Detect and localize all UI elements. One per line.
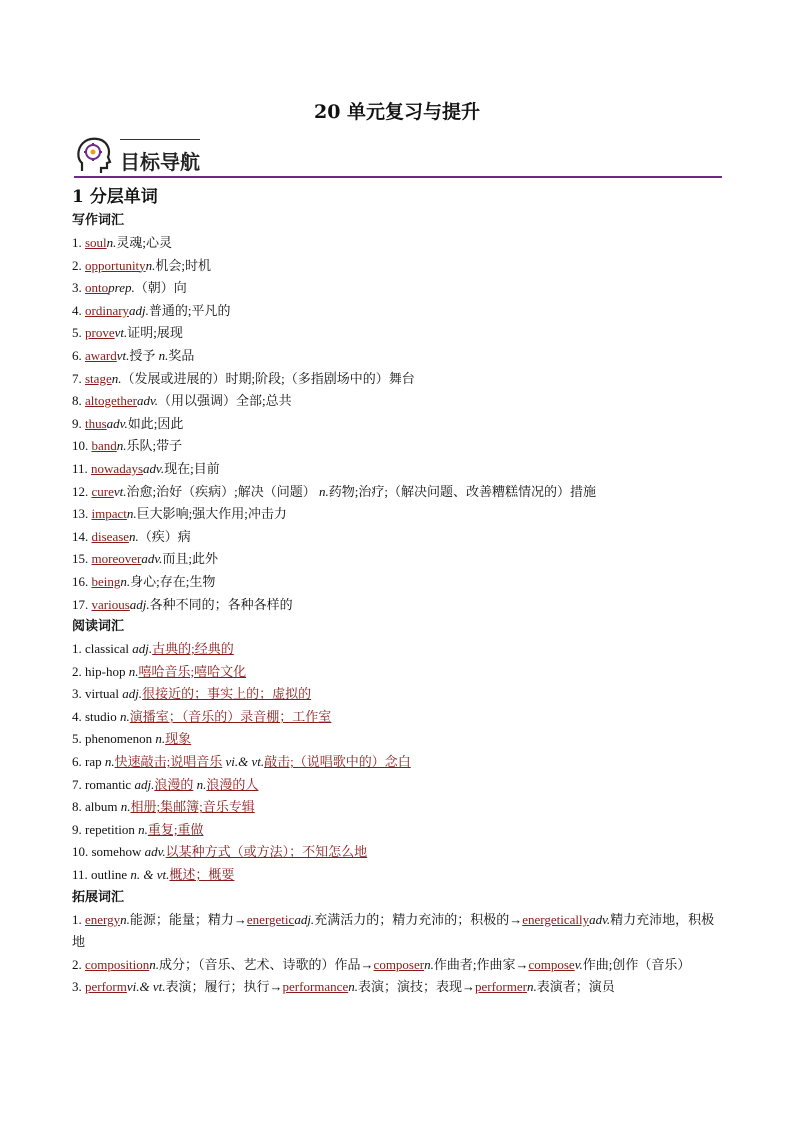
vocab-item bbox=[72, 819, 722, 842]
vocab-meaning: 各种不同的；各种各样的 bbox=[149, 596, 293, 612]
part-of-speech: vt. bbox=[114, 325, 128, 341]
vocab-meaning: 古典的;经典的 bbox=[152, 641, 234, 657]
vocab-meaning: 精力充沛地，积极地 bbox=[72, 911, 715, 950]
vocab-word: perform bbox=[85, 979, 127, 995]
vocab-word: classical bbox=[85, 641, 130, 657]
vocab-word: various bbox=[91, 596, 130, 612]
vocab-word: studio bbox=[85, 708, 117, 724]
vocab-item bbox=[72, 526, 722, 549]
item-number: 1. bbox=[72, 235, 85, 250]
part-of-speech: adv. bbox=[589, 911, 611, 927]
vocab-meaning: 很接近的；事实上的；虚拟的 bbox=[142, 686, 312, 702]
item-number: 2. bbox=[72, 956, 85, 972]
item-number: 3. bbox=[72, 979, 85, 995]
vocab-item bbox=[72, 435, 722, 458]
vocab-item bbox=[72, 683, 722, 706]
item-number: 9. bbox=[72, 415, 85, 431]
vocab-item bbox=[72, 503, 722, 526]
vocab-word: virtual bbox=[85, 686, 119, 702]
vocab-word: prove bbox=[85, 325, 115, 341]
part-of-speech: n. bbox=[424, 956, 434, 972]
vocab-meaning: （发展或进展的）时期;阶段;（多指剧场中的）舞台 bbox=[121, 370, 415, 386]
vocab-word: stage bbox=[85, 370, 112, 386]
item-number: 6. bbox=[72, 347, 85, 363]
vocab-word: nowadays bbox=[91, 460, 144, 476]
vocab-meaning: 相册;集邮簿;音乐专辑 bbox=[130, 799, 255, 815]
part-of-speech: n. bbox=[149, 956, 160, 972]
vocab-word: cure bbox=[91, 483, 114, 499]
item-number: 4. bbox=[72, 302, 85, 318]
part-of-speech: n. bbox=[155, 731, 166, 747]
vocab-word: compose bbox=[528, 956, 575, 972]
part-of-speech: adj. bbox=[129, 596, 150, 612]
vocab-item bbox=[72, 864, 722, 887]
vocab-item bbox=[72, 594, 722, 617]
vocab-word: energetic bbox=[246, 911, 295, 927]
vocab-word: performance bbox=[282, 979, 349, 995]
item-number: 10. bbox=[72, 844, 92, 860]
vocab-meaning: 以某种方式（或方法）；不知怎么地 bbox=[165, 844, 368, 860]
vocab-item bbox=[72, 300, 722, 323]
part-of-speech: n. bbox=[526, 979, 537, 995]
part-of-speech: n. bbox=[126, 506, 137, 522]
part-of-speech: vi.& vt. bbox=[225, 754, 265, 770]
vocab-word: performer bbox=[474, 979, 527, 995]
part-of-speech: n. bbox=[348, 979, 358, 995]
item-number: 9. bbox=[72, 821, 85, 837]
vocab-meaning: 表演；履行；执行→ bbox=[165, 979, 283, 995]
part-of-speech: n. bbox=[319, 483, 329, 499]
item-number: 6. bbox=[72, 754, 85, 770]
vocab-word: outline bbox=[91, 867, 128, 883]
part-of-speech: adv. bbox=[136, 393, 159, 409]
vocab-meaning: 而且;此外 bbox=[162, 551, 218, 567]
vocab-meaning: 作曲者;作曲家→ bbox=[433, 956, 529, 972]
vocab-word: award bbox=[85, 347, 117, 363]
vocab-item bbox=[72, 368, 722, 391]
vocab-item bbox=[72, 345, 722, 368]
vocab-word: opportunity bbox=[85, 257, 146, 273]
part-of-speech: vt. bbox=[116, 347, 130, 363]
item-number: 17. bbox=[72, 596, 92, 612]
vocab-meaning: （朝）向 bbox=[134, 280, 187, 296]
vocab-item bbox=[72, 954, 722, 977]
vocab-meaning: 浪漫的人 bbox=[206, 776, 259, 792]
item-number: 5. bbox=[72, 325, 85, 341]
item-number: 13. bbox=[72, 506, 92, 522]
vocab-item bbox=[72, 728, 722, 751]
vocab-word: soul bbox=[85, 235, 107, 250]
part-of-speech: adj. bbox=[294, 911, 315, 927]
part-of-speech: adv. bbox=[144, 844, 166, 860]
vocab-meaning: 重复;重做 bbox=[147, 821, 204, 837]
part-of-speech: adj. bbox=[122, 686, 143, 702]
vocab-item bbox=[72, 841, 722, 864]
vocab-item bbox=[72, 322, 722, 345]
item-number: 8. bbox=[72, 393, 85, 409]
vocab-meaning: 嘻哈音乐;嘻哈文化 bbox=[138, 663, 247, 679]
item-number: 3. bbox=[72, 686, 85, 702]
item-number: 10. bbox=[72, 438, 92, 454]
vocab-item bbox=[72, 661, 722, 684]
vocab-word: disease bbox=[91, 528, 130, 544]
vocab-word: impact bbox=[91, 506, 127, 522]
vocab-word: album bbox=[85, 799, 118, 815]
vocab-item bbox=[72, 638, 722, 661]
vocab-meaning: 敲击;（说唱歌中的）念白 bbox=[264, 754, 411, 770]
item-number: 2. bbox=[72, 257, 85, 273]
part-of-speech: n. bbox=[120, 573, 131, 589]
item-number: 8. bbox=[72, 799, 85, 815]
vocab-word: energetically bbox=[522, 911, 590, 927]
vocab-meaning: 授予 bbox=[129, 347, 159, 363]
item-number: 11. bbox=[72, 460, 92, 476]
part-of-speech: n. bbox=[145, 257, 156, 273]
vocab-word: energy bbox=[85, 911, 121, 927]
reading-vocab-list bbox=[72, 638, 722, 887]
item-number: 1. bbox=[72, 911, 85, 927]
item-number: 7. bbox=[72, 370, 85, 386]
vocab-meaning: 演播室；（音乐的）录音棚；工作室 bbox=[129, 708, 332, 724]
expand-vocab-list bbox=[72, 909, 722, 999]
vocab-word: thus bbox=[85, 415, 107, 431]
vocab-item bbox=[72, 796, 722, 819]
vocab-item bbox=[72, 255, 722, 278]
part-of-speech: prep. bbox=[108, 280, 135, 296]
writing-vocab-list bbox=[72, 232, 722, 616]
part-of-speech: adj. bbox=[132, 641, 153, 657]
banner-label: 目标导航 bbox=[120, 150, 200, 174]
item-number: 1. bbox=[72, 641, 85, 657]
vocab-meaning: 作曲;创作（音乐） bbox=[582, 956, 691, 972]
vocab-meaning: 巨大影响;强大作用;冲击力 bbox=[136, 506, 287, 522]
vocab-meaning: 身心;存在;生物 bbox=[130, 573, 216, 589]
banner-topline bbox=[120, 139, 200, 140]
item-number: 11. bbox=[72, 867, 92, 883]
item-number: 3. bbox=[72, 280, 85, 296]
vocab-meaning: 成分；（音乐、艺术、诗歌的）作品→ bbox=[159, 956, 374, 972]
vocab-meaning: 奖品 bbox=[168, 347, 195, 363]
expand-heading: 拓展词汇 bbox=[72, 889, 125, 905]
item-number: 12. bbox=[72, 483, 92, 499]
vocab-meaning: 浪漫的 bbox=[154, 776, 194, 792]
vocab-meaning: （疾）病 bbox=[138, 528, 191, 544]
part-of-speech: adj. bbox=[129, 302, 149, 318]
vocab-item bbox=[72, 413, 722, 436]
vocab-word: rap bbox=[85, 754, 102, 770]
part-of-speech: n. bbox=[138, 821, 148, 837]
vocab-item bbox=[72, 390, 722, 413]
item-number: 5. bbox=[72, 731, 85, 747]
vocab-word: composer bbox=[373, 956, 425, 972]
vocab-meaning: 现象 bbox=[165, 731, 192, 747]
vocab-item bbox=[72, 751, 722, 774]
part-of-speech: vi.& vt. bbox=[126, 979, 166, 995]
vocab-item bbox=[72, 571, 722, 594]
item-number: 2. bbox=[72, 663, 85, 679]
part-of-speech: v. bbox=[574, 956, 583, 972]
part-of-speech: n. bbox=[128, 663, 139, 679]
part-of-speech: adv. bbox=[106, 415, 128, 431]
vocab-meaning: 表演者；演员 bbox=[536, 979, 615, 995]
vocab-word: romantic bbox=[85, 776, 132, 792]
section-banner bbox=[74, 133, 722, 178]
vocab-word: being bbox=[91, 573, 121, 589]
vocab-item bbox=[72, 481, 722, 504]
page-title: 20 单元复习与提升 bbox=[313, 101, 481, 123]
brain-head-icon bbox=[74, 135, 112, 175]
vocab-word: hip-hop bbox=[85, 663, 126, 679]
vocab-word: somehow bbox=[91, 844, 142, 860]
vocab-word: repetition bbox=[85, 821, 135, 837]
vocab-item bbox=[72, 706, 722, 729]
item-number: 4. bbox=[72, 708, 85, 724]
part-of-speech: n. bbox=[129, 528, 139, 544]
vocab-word: onto bbox=[85, 280, 109, 296]
vocab-meaning: 概述；概要 bbox=[169, 867, 235, 883]
vocab-item bbox=[72, 909, 722, 954]
vocab-meaning: 充满活力的；精力充沛的；积极的→ bbox=[314, 911, 523, 927]
part-of-speech: n. bbox=[116, 438, 127, 454]
vocab-meaning: 能源；能量；精力→ bbox=[129, 911, 247, 927]
item-number: 7. bbox=[72, 776, 85, 792]
item-number: 14. bbox=[72, 528, 92, 544]
vocab-word: moreover bbox=[91, 551, 142, 567]
part-of-speech: adv. bbox=[141, 551, 163, 567]
part-of-speech: n. bbox=[104, 754, 115, 770]
vocab-meaning: 机会;时机 bbox=[155, 257, 212, 273]
vocab-meaning: 现在;目前 bbox=[164, 460, 220, 476]
vocab-word: phenomenon bbox=[85, 731, 153, 747]
vocab-meaning: 表演；演技；表现→ bbox=[357, 979, 475, 995]
part-of-speech: adj. bbox=[134, 776, 155, 792]
item-number: 16. bbox=[72, 573, 92, 589]
part-of-speech: n. bbox=[120, 708, 130, 724]
vocab-meaning: 乐队;带子 bbox=[126, 438, 183, 454]
part-of-speech: adv. bbox=[143, 460, 165, 476]
vocab-word: altogether bbox=[85, 393, 137, 409]
vocab-item bbox=[72, 458, 722, 481]
vocab-meaning: 快速敲击;说唱音乐 bbox=[114, 754, 223, 770]
vocab-meaning: （用以强调）全部;总共 bbox=[158, 393, 292, 409]
vocab-meaning: 治愈;治好（疾病）;解决（问题） bbox=[126, 483, 319, 499]
item-number: 15. bbox=[72, 551, 92, 567]
banner-rule bbox=[74, 176, 722, 178]
section-title: 1 分层单词 bbox=[72, 187, 158, 207]
vocab-meaning: 灵魂;心灵 bbox=[116, 235, 173, 250]
vocab-meaning: 证明;展现 bbox=[127, 325, 183, 341]
writing-heading: 写作词汇 bbox=[72, 213, 125, 228]
reading-heading: 阅读词汇 bbox=[72, 619, 125, 635]
content bbox=[72, 184, 722, 999]
vocab-meaning: 药物;治疗;（解决问题、改善糟糕情况的）措施 bbox=[328, 483, 596, 499]
vocab-item bbox=[72, 548, 722, 571]
part-of-speech: n. bbox=[196, 776, 207, 792]
vocab-word: composition bbox=[85, 956, 150, 972]
part-of-speech: n. bbox=[111, 370, 122, 386]
vocab-meaning: 如此;因此 bbox=[127, 415, 184, 431]
part-of-speech: n. & vt. bbox=[130, 867, 170, 883]
vocab-item bbox=[72, 976, 722, 999]
part-of-speech: n. bbox=[120, 911, 130, 927]
part-of-speech: n. bbox=[158, 347, 169, 363]
part-of-speech: n. bbox=[106, 235, 117, 250]
vocab-item bbox=[72, 277, 722, 300]
vocab-word: ordinary bbox=[85, 302, 130, 318]
vocab-meaning: 普通的;平凡的 bbox=[148, 302, 231, 318]
vocab-word: band bbox=[91, 438, 117, 454]
part-of-speech: n. bbox=[120, 799, 131, 815]
vocab-item bbox=[72, 774, 722, 797]
vocab-item bbox=[72, 232, 722, 255]
part-of-speech: vt. bbox=[113, 483, 127, 499]
